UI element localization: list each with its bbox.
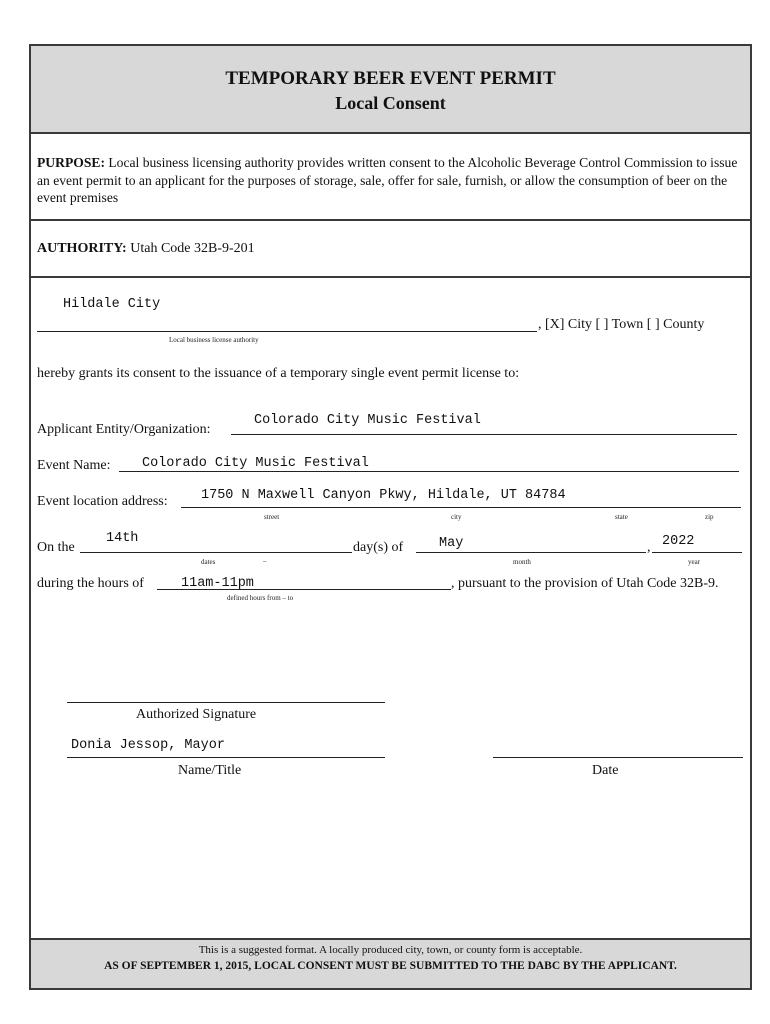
location-underline — [181, 507, 741, 508]
footer-requirement: AS OF SEPTEMBER 1, 2015, LOCAL CONSENT MUST BE SUBMITTED TO THE DABC BY THE APPLICANT. — [104, 960, 677, 972]
caption-state: state — [615, 513, 628, 521]
month-underline — [416, 552, 646, 553]
date-comma: , — [647, 540, 651, 555]
grant-statement: hereby grants its consent to the issuance of a temporary single event permit license to: — [37, 366, 520, 381]
applicant-underline — [231, 434, 737, 435]
hours-field[interactable]: 11am-11pm — [181, 576, 254, 591]
hours-label: during the hours of — [37, 576, 144, 591]
authority-text: Utah Code 32B-9-201 — [130, 241, 255, 256]
caption-zip: zip — [705, 513, 714, 521]
name-title-label: Name/Title — [178, 763, 242, 778]
caption-dash: _ — [263, 555, 267, 563]
purpose-label: PURPOSE: — [37, 155, 105, 170]
form-footer — [31, 938, 750, 988]
hours-caption: defined hours from – to — [227, 594, 294, 602]
hours-suffix: , pursuant to the provision of Utah Code 32B-9. — [451, 576, 719, 591]
dates-field[interactable]: 14th — [106, 531, 139, 546]
permit-form — [29, 44, 752, 990]
signature-line[interactable] — [67, 702, 385, 703]
dates-underline — [80, 552, 352, 553]
authority-underline — [37, 331, 537, 332]
on-the-label: On the — [37, 540, 75, 555]
location-label: Event location address: — [37, 494, 168, 509]
jurisdiction-type-options[interactable]: , [X] City [ ] Town [ ] County — [538, 317, 705, 332]
applicant-field[interactable]: Colorado City Music Festival — [254, 413, 481, 428]
event-name-label: Event Name: — [37, 458, 111, 473]
name-title-field[interactable]: Donia Jessop, Mayor — [71, 738, 225, 753]
purpose-text: Local business licensing authority provides written consent to the Alcoholic Beverage Control Commission to issue an event permit to an applicant for the purposes of storage, sale, offer for sale, furnish, or allow the consumption of beer on the event premises — [37, 155, 738, 205]
caption-city: city — [451, 513, 462, 521]
date-line[interactable] — [493, 757, 743, 758]
caption-year: year — [688, 558, 701, 566]
form-header — [31, 46, 750, 134]
purpose-section — [31, 134, 750, 221]
caption-dates: dates — [201, 558, 216, 566]
year-underline — [652, 552, 742, 553]
date-label: Date — [592, 763, 619, 778]
caption-street: street — [264, 513, 280, 521]
event-name-field[interactable]: Colorado City Music Festival — [142, 456, 369, 471]
footer-note: This is a suggested format. A locally produced city, town, or county form is acceptable. — [198, 944, 583, 956]
caption-month: month — [513, 558, 531, 566]
applicant-label: Applicant Entity/Organization: — [37, 422, 211, 437]
authority-label: AUTHORITY: — [37, 241, 127, 256]
authority-field[interactable]: Hildale City — [63, 297, 161, 312]
days-of-label: day(s) of — [353, 540, 404, 555]
authority-section — [31, 221, 750, 278]
authority-caption: Local business license authority — [169, 336, 259, 344]
name-title-underline — [67, 757, 385, 758]
authorized-signature-label: Authorized Signature — [136, 707, 257, 722]
form-subtitle: Local Consent — [335, 93, 446, 113]
event-name-underline — [119, 471, 739, 472]
location-field[interactable]: 1750 N Maxwell Canyon Pkwy, Hildale, UT 84784 — [201, 488, 566, 503]
month-field[interactable]: May — [439, 536, 464, 551]
form-title: TEMPORARY BEER EVENT PERMIT — [225, 68, 556, 89]
year-field[interactable]: 2022 — [662, 534, 695, 549]
